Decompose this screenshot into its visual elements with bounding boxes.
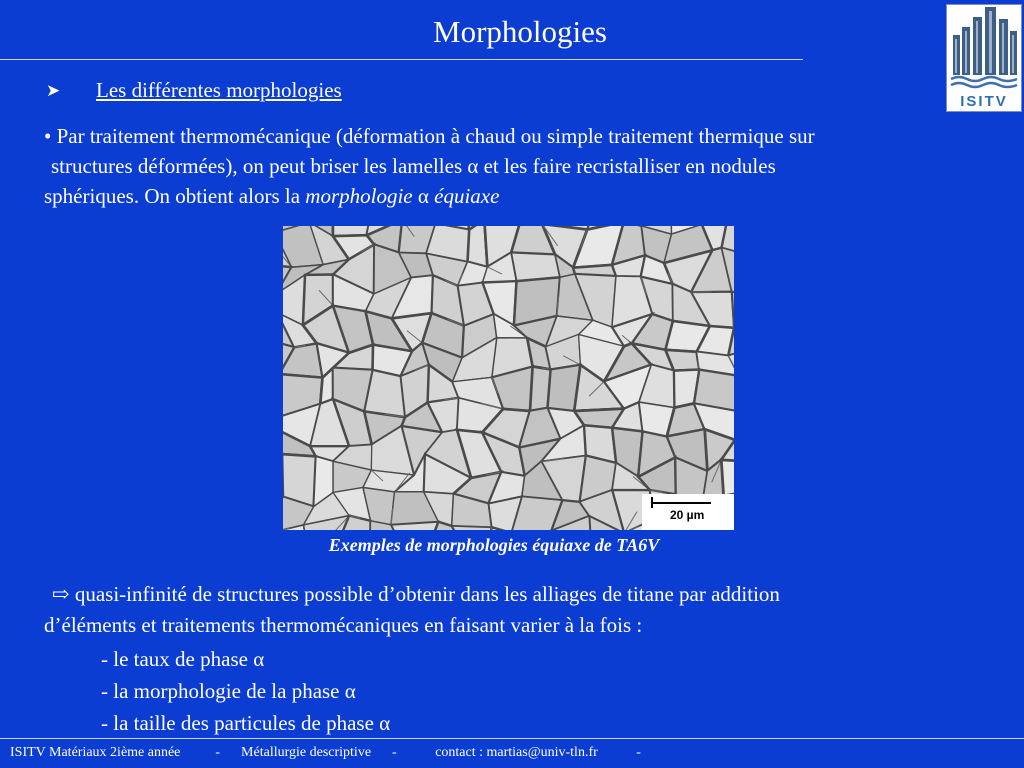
conclusion-line-2: d’éléments et traitements thermomécaniques en faisant varier à la fois : bbox=[44, 613, 643, 637]
intro-line-3 bbox=[44, 181, 1004, 211]
arrowhead-bullet-icon: ➤ bbox=[46, 80, 61, 100]
property-item: - la morphologie de la phase α bbox=[101, 679, 356, 703]
conclusion-line-1-text: quasi-infinité de structures possible d’obtenir dans les alliages de titane par addition bbox=[69, 582, 780, 606]
intro-line-3-text: sphériques. On obtient alors la bbox=[44, 184, 306, 208]
scale-bar bbox=[651, 502, 711, 504]
intro-line-2: structures déformées), on peut briser les lamelles α et les faire recristalliser en nodules bbox=[51, 154, 776, 178]
equiaxed-grain-texture bbox=[283, 226, 734, 530]
scale-bar-box bbox=[642, 494, 734, 530]
image-caption: Exemples de morphologies équiaxe de TA6V bbox=[328, 535, 660, 555]
subtitle: Les différentes morphologies bbox=[96, 78, 342, 102]
scale-label: 20 µm bbox=[670, 508, 705, 522]
intro-line-1: • Par traitement thermomécanique (déformation à chaud ou simple traitement thermique sur bbox=[44, 124, 815, 148]
isitv-logo-icon bbox=[947, 5, 1021, 111]
subtitle-row bbox=[46, 78, 342, 103]
micrograph-image bbox=[283, 226, 734, 530]
conclusion-paragraph bbox=[44, 579, 1004, 641]
conclusion-line-1 bbox=[44, 579, 1004, 610]
title-divider bbox=[0, 59, 803, 60]
intro-italic-morphologie: morphologie bbox=[305, 184, 413, 208]
property-item: - la taille des particules de phase α bbox=[101, 711, 391, 735]
isitv-logo bbox=[946, 4, 1022, 112]
svg-text:ISITV: ISITV bbox=[960, 93, 1008, 110]
footer-divider bbox=[0, 738, 1024, 739]
right-arrow-icon: ⇨ bbox=[52, 582, 70, 606]
footer: ISITV Matériaux 2ième année - Métallurgie descriptive - contact : martias@univ-tln.fr - bbox=[10, 745, 641, 760]
property-item: - le taux de phase α bbox=[101, 647, 265, 671]
intro-alpha: α bbox=[412, 184, 435, 208]
intro-italic-equiaxe: équiaxe bbox=[434, 184, 500, 208]
slide-title: Morphologies bbox=[433, 14, 607, 49]
properties-list bbox=[101, 643, 390, 739]
intro-paragraph bbox=[44, 121, 1004, 211]
